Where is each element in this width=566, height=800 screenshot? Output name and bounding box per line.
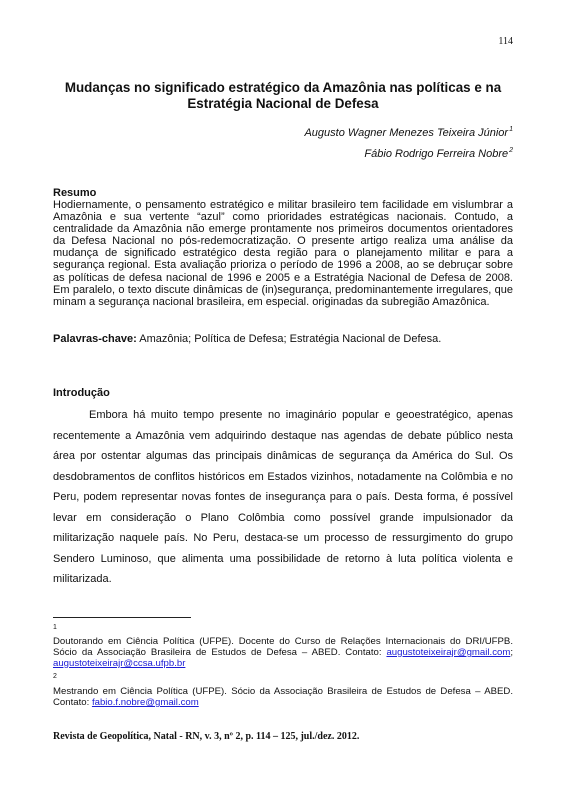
author-1	[304, 126, 513, 139]
footnote-1	[53, 636, 513, 669]
author-1-name: Augusto Wagner Menezes Teixeira Júnior	[304, 127, 509, 139]
keywords-text: Amazônia; Política de Defesa; Estratégia Nacional de Defesa.	[139, 333, 442, 345]
journal-footer: Revista de Geopolítica, Natal - RN, v. 3, nº 2, p. 114 – 125, jul./dez. 2012.	[53, 731, 360, 742]
footnote-2-marker: 2	[53, 673, 57, 680]
footnote-1-separator: ;	[510, 647, 513, 658]
abstract-text: Hodiernamente, o pensamento estratégico e militar brasileiro tem facilidade em vislumbrar a Amazônia e sua vertente “azul” como prioridades estratégicas nacionais. Contudo, a centralidade da Amazônia não emerge prontamente nos primeiros documentos orientadores da Defesa Nacional no pós-redemocratização. O presente artigo realiza uma análise da mudança de significado estratégico desta região para o planejamento militar e para a segurança regional. Esta avaliação prioriza o período de 1996 a 2008, ao se debruçar sobre as políticas de defesa nacional de 1996 e 2005 e a Estratégia Nacional de Defesa de 2008. Em paralelo, o texto discute dinâmicas de (in)segurança, predominantemente irregulares, que minam a segurança nacional brasileira, em especial. originadas da subregião Amazônica.	[53, 199, 513, 308]
footnote-2-text: Mestrando em Ciência Política (UFPE). Sócio da Associação Brasileira de Estudos de Defesa – ABED. Contato:	[53, 686, 513, 708]
footnote-1-email-link-2[interactable]: augustoteixeirajr@ccsa.ufpb.br	[53, 658, 186, 669]
author-2	[364, 147, 513, 160]
page-number: 114	[498, 36, 513, 47]
article-title: Mudanças no significado estratégico da Amazônia nas políticas e na Estratégia Nacional de Defesa	[64, 80, 502, 111]
author-1-footnote-ref[interactable]: 1	[509, 126, 513, 133]
introduction-heading: Introdução	[53, 387, 110, 399]
keywords-label: Palavras-chave:	[53, 333, 137, 345]
footnote-1-marker: 1	[53, 624, 57, 631]
introduction-text: Embora há muito tempo presente no imaginário popular e geoestratégico, apenas recentemente a Amazônia vem adquirindo destaque nas agendas de debate público nesta área por ostentar algumas das principais dinâmicas de segurança da América do Sul. Os desdobramentos de conflitos históricos em Estados vizinhos, notadamente na Colômbia e no Peru, podem representar novas fontes de insegurança para o país. Desta forma, é possível levar em consideração o Plano Colômbia como possível grande impulsionador da militarização naquele país. No Peru, destaca-se um processo de ressurgimento do grupo Sendero Luminoso, que alimenta uma possibilidade de retorno à luta política violenta e militarizada.	[53, 409, 513, 585]
footnote-1-email-link-1[interactable]: augustoteixeirajr@gmail.com	[386, 647, 511, 658]
author-2-footnote-ref[interactable]: 2	[509, 147, 513, 154]
abstract-heading: Resumo	[53, 187, 97, 199]
footnote-2	[53, 686, 513, 708]
footnote-2-email-link[interactable]: fabio.f.nobre@gmail.com	[91, 697, 199, 708]
author-2-name: Fábio Rodrigo Ferreira Nobre	[364, 148, 509, 160]
keywords	[53, 333, 513, 345]
footnote-1-text: Doutorando em Ciência Política (UFPE). Docente do Curso de Relações Internacionais do DRI/UFPB. Sócio da Associação Brasileira de Estudos de Defesa – ABED. Contato:	[53, 636, 513, 658]
footnote-divider	[53, 617, 191, 618]
